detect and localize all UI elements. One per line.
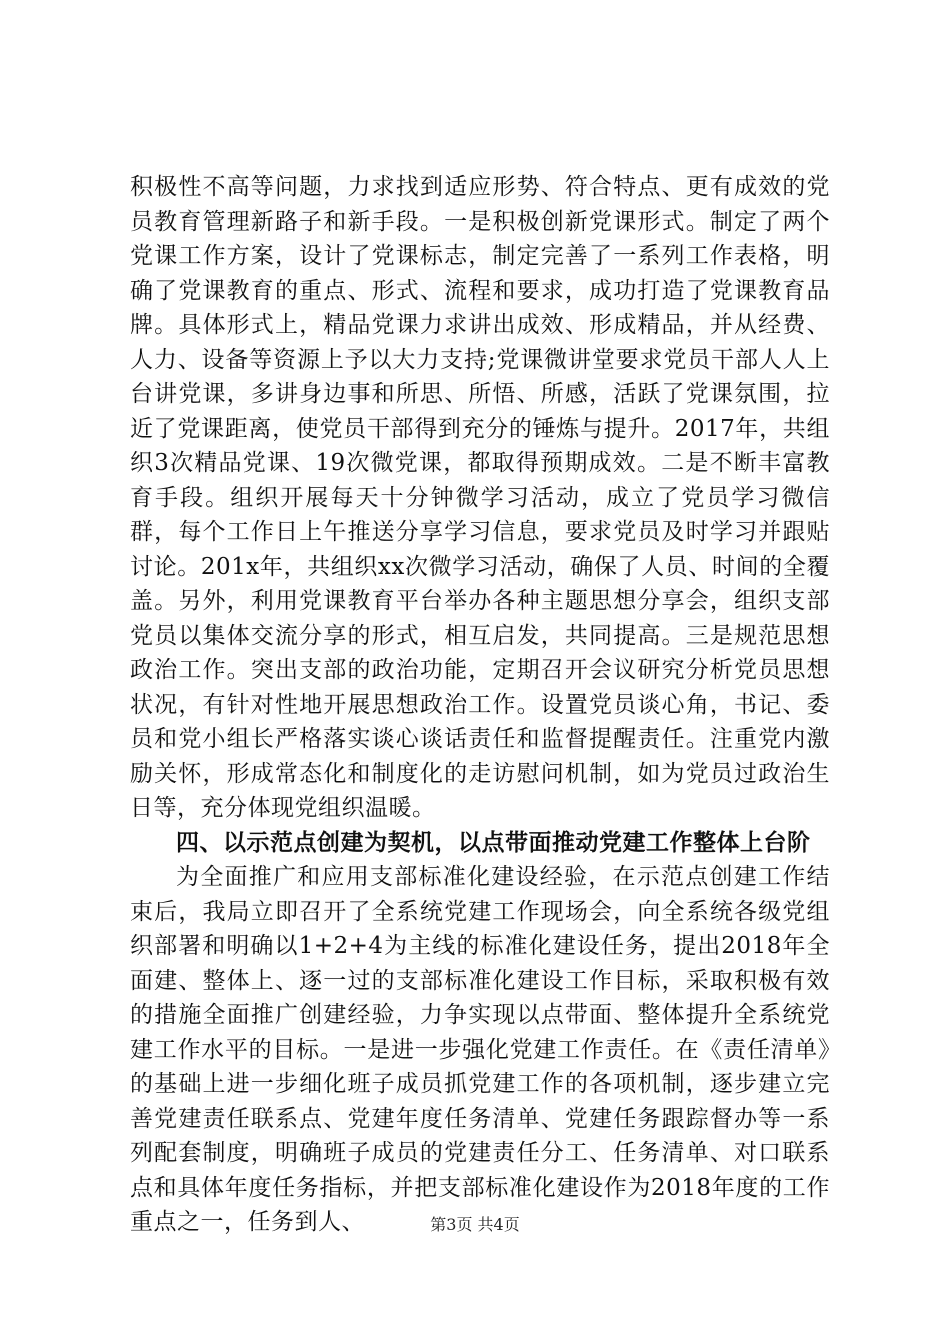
section-heading: 四、以示范点创建为契机，以点带面推动党建工作整体上台阶 — [176, 829, 811, 856]
body-paragraph: 积极性不高等问题，力求找到适应形势、符合特点、更有成效的党员教育管理新路子和新手段。一是积极创新党课形式。制定了两个党课工作方案，设计了党课标志，制定完善了一系列工作表格，明确了党课教育的重点、形式、流程和要求，成功打造了党课教育品牌。具体形式上，精品党课力求讲出成效、形成精品，并从经费、人力、设备等资源上予以大力支持;党课微讲堂要求党员干部人人上台讲党课，多讲身边事和所思、所悟、所感，活跃了党课氛围，拉近了党课距离，使党员干部得到充分的锤炼与提升。2017年，共组织3次精品党课、19次微党课，都取得预期成效。二是不断丰富教育手段。组织开展每天十分钟微学习活动，成立了党员学习微信群，每个工作日上午推送分享学习信息，要求党员及时学习并跟贴讨论。201x年，共组织xx次微学习活动，确保了人员、时间的全覆盖。另外，利用党课教育平台举办各种主题思想分享会，组织支部党员以集体交流分享的形式，相互启发，共同提高。三是规范思想政治工作。突出支部的政治功能，定期召开会议研究分析党员思想状况，有针对性地开展思想政治工作。设置党员谈心角，书记、委员和党小组长严格落实谈心谈话责任和监督提醒责任。注重党内激励关怀，形成常态化和制度化的走访慰问机制，如为党员过政治生日等，充分体现党组织温暖。 — [130, 174, 830, 821]
document-body — [130, 170, 830, 1240]
page-footer: 第3页 共4页 — [430, 1215, 520, 1234]
body-paragraph: 为全面推广和应用支部标准化建设经验，在示范点创建工作结束后，我局立即召开了全系统党建工作现场会，向全系统各级党组织部署和明确以1+2+4为主线的标准化建设任务，提出2018年全面建、整体上、逐一过的支部标准化建设工作目标，采取积极有效的措施全面推广创建经验，力争实现以点带面、整体提升全系统党建工作水平的目标。一是进一步强化党建工作责任。在《责任清单》的基础上进一步细化班子成员抓党建工作的各项机制，逐步建立完善党建责任联系点、党建年度任务清单、党建任务跟踪督办等一系列配套制度，明确班子成员的党建责任分工、任务清单、对口联系点和具体年度任务指标，并把支部标准化建设作为2018年度的工作重点之一，任务到人、 — [130, 864, 830, 1235]
